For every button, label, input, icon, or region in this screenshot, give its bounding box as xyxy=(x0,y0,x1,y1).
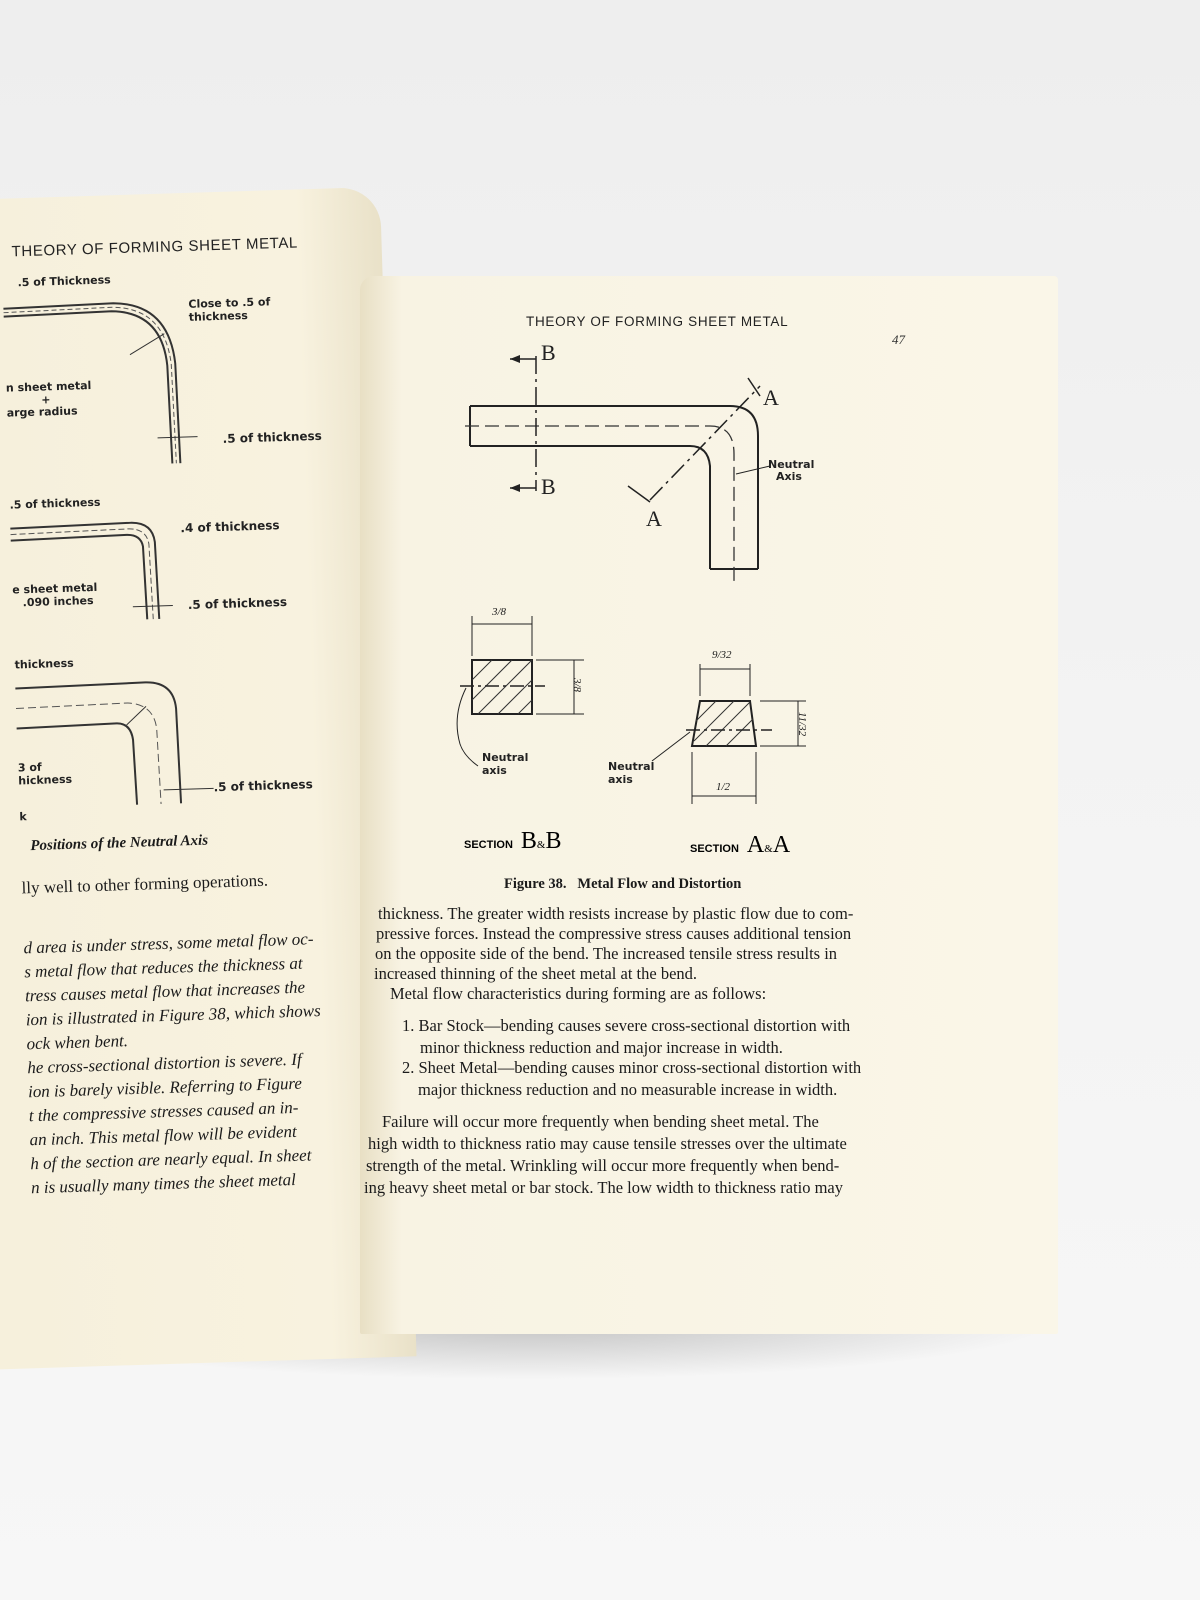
dim-a-height: 11/32 xyxy=(796,711,809,737)
section-a-marker-bottom: A xyxy=(646,506,662,531)
left-body-line-1: d area is under stress, some metal flow oc- xyxy=(23,929,314,958)
section-a-a-label xyxy=(690,832,790,859)
section-a-letter-2: A xyxy=(772,832,791,858)
section-b-letter-1: B xyxy=(520,828,537,854)
section-a-letter-1: A xyxy=(746,832,765,858)
right-body-line-2: on the opposite side of the bend. The increased tensile stress results in xyxy=(375,944,838,963)
left-body-line-8: t the compressive stresses caused an in- xyxy=(28,1097,299,1126)
left-body-line-0: lly well to other forming operations. xyxy=(21,870,269,898)
right-body-line-10: high width to thickness ratio may cause tensile stresses over the ultimate xyxy=(368,1134,847,1153)
neutral-axis-a-label-2: axis xyxy=(608,773,633,786)
label-four-tenths-thickness: .4 of thickness xyxy=(180,518,280,536)
right-body-line-3: increased thinning of the sheet metal at the bend. xyxy=(374,964,698,983)
label-half-thickness-top: .5 of Thickness xyxy=(17,273,111,290)
label-k: k xyxy=(19,810,27,824)
neutral-axis-label-1: Neutral xyxy=(768,458,815,471)
section-b-prefix: SECTION xyxy=(464,839,513,851)
page-number: 47 xyxy=(892,332,905,347)
section-b-marker-top: B xyxy=(541,340,556,365)
right-body-line-4: Metal flow characteristics during forming are as follows: xyxy=(390,984,767,1003)
label-hickness: hickness xyxy=(18,772,73,788)
label-close-to-half-thickness: thickness xyxy=(188,309,249,324)
right-body-line-7: 2. Sheet Metal—bending causes minor cross-sectional distortion with xyxy=(402,1058,862,1077)
right-page-header: THEORY OF FORMING SHEET METAL xyxy=(526,314,789,329)
neutral-axis-b-label-1: Neutral xyxy=(482,751,529,764)
right-body-line-5: 1. Bar Stock—bending causes severe cross-sectional distortion with xyxy=(402,1016,851,1035)
left-body-line-6: he cross-sectional distortion is severe. If xyxy=(26,1049,302,1078)
section-a-joiner: & xyxy=(764,843,773,855)
label-half-thickness-2: .5 of thickness xyxy=(9,495,101,512)
label-half-thickness-1: .5 of thickness xyxy=(222,428,322,446)
left-body-line-4: ion is illustrated in Figure 38, which shows xyxy=(25,1001,321,1030)
right-body-line-6: minor thickness reduction and major increase in width. xyxy=(420,1038,783,1057)
section-a-marker-top: A xyxy=(763,385,779,410)
label-sheet-metal-2: e sheet metal xyxy=(12,580,98,597)
left-body-line-7: ion is barely visible. Referring to Figure xyxy=(27,1073,303,1102)
dim-a-bottom: 1/2 xyxy=(716,781,731,793)
right-body-line-12: ing heavy sheet metal or bar stock. The low width to thickness ratio may xyxy=(364,1178,843,1197)
left-body-line-10: h of the section are nearly equal. In sheet xyxy=(30,1145,312,1174)
left-body-line-3: tress causes metal flow that increases the xyxy=(24,977,306,1006)
left-body-line-11: n is usually many times the sheet metal xyxy=(30,1169,297,1198)
left-body-line-9: an inch. This metal flow will be evident xyxy=(29,1121,297,1150)
label-plus: + xyxy=(41,393,51,407)
right-body-line-0: thickness. The greater width resists increase by plastic flow due to com- xyxy=(378,904,854,923)
left-page-header: THEORY OF FORMING SHEET METAL xyxy=(11,234,299,261)
section-a-prefix: SECTION xyxy=(690,843,739,855)
left-figure-caption: Positions of the Neutral Axis xyxy=(30,832,209,855)
right-body-line-1: pressive forces. Instead the compressive stress causes additional tension xyxy=(376,924,852,943)
label-large-radius: arge radius xyxy=(6,404,78,420)
right-body-line-9: Failure will occur more frequently when bending sheet metal. The xyxy=(382,1112,819,1131)
label-thickness: thickness xyxy=(14,656,74,672)
section-b-letter-2: B xyxy=(545,828,562,854)
figure-38-caption: Figure 38. Metal Flow and Distortion xyxy=(504,876,742,892)
left-page xyxy=(0,187,417,1370)
section-b-joiner: & xyxy=(536,839,546,851)
label-close-to-half: Close to .5 of xyxy=(188,295,271,311)
section-b-b-label xyxy=(464,828,562,855)
dim-b-width: 3/8 xyxy=(492,606,507,618)
right-body-line-11: strength of the metal. Wrinkling will occur more frequently when bend- xyxy=(366,1156,840,1175)
dim-b-height: 3/8 xyxy=(571,677,584,693)
neutral-axis-a-label-1: Neutral xyxy=(608,760,655,773)
label-half-thickness-4: .5 of thickness xyxy=(213,777,313,795)
left-body-line-5: ock when bent. xyxy=(26,1031,129,1054)
dim-a-top: 9/32 xyxy=(712,649,732,661)
right-page xyxy=(360,276,1058,1334)
neutral-axis-label-2: Axis xyxy=(776,470,802,483)
left-body-line-2: s metal flow that reduces the thickness at xyxy=(23,953,303,982)
label-half-thickness-3: .5 of thickness xyxy=(187,594,288,613)
label-three-of: 3 of xyxy=(17,760,42,775)
right-body-line-8: major thickness reduction and no measurable increase in width. xyxy=(418,1080,838,1099)
neutral-axis-b-label-2: axis xyxy=(482,764,507,777)
section-b-marker-bottom: B xyxy=(541,474,556,499)
figure-38-drawing xyxy=(360,276,1058,836)
label-090-inches: .090 inches xyxy=(22,594,94,610)
label-sheet-metal-1: n sheet metal xyxy=(5,378,92,395)
